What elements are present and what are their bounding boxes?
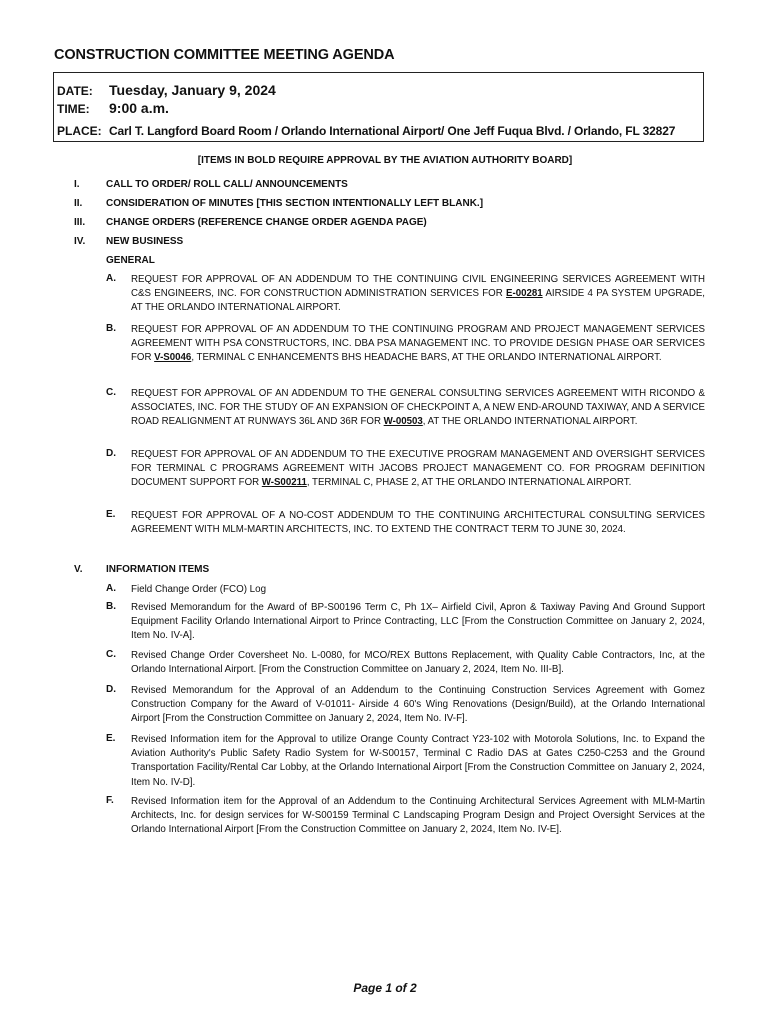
section-title: CALL TO ORDER/ ROLL CALL/ ANNOUNCEMENTS bbox=[106, 179, 348, 190]
document-title: CONSTRUCTION COMMITTEE MEETING AGENDA bbox=[54, 47, 395, 63]
item-letter: E. bbox=[106, 509, 116, 520]
item-text: REQUEST FOR APPROVAL OF AN ADDENDUM TO THE GENERAL CONSULTING SERVICES AGREEMENT WITH RICONDO & ASSOCIATES, INC. FOR THE STUDY OF AN EXPANSION OF CHECKPOINT A, A NEW END-AROUND TAXIWAY, AND A SERVICE ROAD REALIGNMENT AT RUNWAYS 36L AND 36R FOR W-00503, AT THE ORLANDO INTERNATIONAL AIRPORT. bbox=[131, 388, 705, 428]
project-code: W-00503 bbox=[383, 416, 423, 428]
section-number: IV. bbox=[74, 236, 86, 247]
item-text: REQUEST FOR APPROVAL OF AN ADDENDUM TO THE CONTINUING CIVIL ENGINEERING SERVICES AGREEMENT WITH C&S ENGINEERS, INC. FOR CONSTRUCTION ADMINISTRATION SERVICES FOR E-00281 AIRSIDE 4 PA SYSTEM UPGRADE, AT THE ORLANDO INTERNATIONAL AIRPORT. bbox=[131, 274, 705, 314]
time-label: TIME: bbox=[57, 102, 90, 116]
section-number: II. bbox=[74, 198, 83, 209]
item-letter: B. bbox=[106, 601, 116, 612]
item-letter: C. bbox=[106, 649, 116, 660]
item-letter: F. bbox=[106, 795, 114, 806]
item-letter: A. bbox=[106, 583, 116, 594]
section-title: CHANGE ORDERS (REFERENCE CHANGE ORDER AGENDA PAGE) bbox=[106, 217, 427, 228]
meeting-place-row bbox=[57, 122, 675, 140]
item-text: REQUEST FOR APPROVAL OF A NO-COST ADDENDUM TO THE CONTINUING ARCHITECTURAL CONSULTING SERVICES AGREEMENT WITH MLM-MARTIN ARCHITECTS, INC. TO EXTEND THE CONTRACT TERM TO JUNE 30, 2024. bbox=[131, 510, 705, 536]
item-letter: D. bbox=[106, 684, 116, 695]
project-code: E-00281 bbox=[506, 288, 543, 300]
item-text: Revised Information item for the Approval to utilize Orange County Contract Y23-102 with Motorola Solutions, Inc. to Expand the Aviation Authority's Public Safety Radio System for W-S00157, Terminal C Radio DAS at Gates C250-C253 and the Ground Transportation Facility/Rental Car Lobby, at the Orlando International Airport [From the Construction Committee on January 2, 2024, Item No. IV-D]. bbox=[131, 734, 705, 788]
item-letter: D. bbox=[106, 448, 116, 459]
meeting-details-box bbox=[53, 72, 704, 142]
meeting-date-row bbox=[57, 82, 276, 100]
project-code: W-S00211 bbox=[261, 477, 307, 489]
time-value: 9:00 a.m. bbox=[109, 100, 169, 116]
date-label: DATE: bbox=[57, 84, 93, 98]
meeting-time-row bbox=[57, 100, 169, 118]
item-letter: B. bbox=[106, 323, 116, 334]
general-subheading: GENERAL bbox=[106, 255, 155, 266]
item-text: Revised Memorandum for the Award of BP-S00196 Term C, Ph 1X– Airfield Civil, Apron & Taxiway Paving And Ground Support Equipment Facility Orlando International Airport to Prince Contracting, LLC [From the Construction Committee on January 2, 2024, Item No. IV-A]. bbox=[131, 602, 705, 642]
place-value: Carl T. Langford Board Room / Orlando International Airport/ One Jeff Fuqua Blvd. / Orlando, FL 32827 bbox=[109, 124, 676, 138]
item-text: REQUEST FOR APPROVAL OF AN ADDENDUM TO THE EXECUTIVE PROGRAM MANAGEMENT AND OVERSIGHT SERVICES FOR TERMINAL C PROGRAMS AGREEMENT WITH JACOBS PROJECT MANAGEMENT CO. FOR PROGRAM DEFINITION DOCUMENT SUPPORT FOR W-S00211, TERMINAL C, PHASE 2, AT THE ORLANDO INTERNATIONAL AIRPORT. bbox=[131, 449, 705, 489]
section-number: I. bbox=[74, 179, 80, 190]
item-text: REQUEST FOR APPROVAL OF AN ADDENDUM TO THE CONTINUING PROGRAM AND PROJECT MANAGEMENT SERVICES AGREEMENT WITH PSA CONSTRUCTORS, INC. DBA PSA MANAGEMENT INC. TO PROVIDE DESIGN PHASE OAR SERVICES FOR V-S0046, TERMINAL C ENHANCEMENTS BHS HEADACHE BARS, AT THE ORLANDO INTERNATIONAL AIRPORT. bbox=[131, 324, 705, 364]
item-text: Revised Change Order Coversheet No. L-0080, for MCO/REX Buttons Replacement, with Quality Cable Contractors, Inc, at the Orlando International Airport. [From the Construction Committee on January 2, 2024, Item No. III-B]. bbox=[131, 650, 705, 676]
approval-note: [ITEMS IN BOLD REQUIRE APPROVAL BY THE AVIATION AUTHORITY BOARD] bbox=[197, 155, 573, 166]
section-number: V. bbox=[74, 564, 83, 575]
place-label: PLACE: bbox=[57, 124, 102, 138]
item-text: Field Change Order (FCO) Log bbox=[131, 584, 267, 595]
section-number: III. bbox=[74, 217, 86, 228]
project-code: V-S0046 bbox=[154, 352, 192, 364]
item-text: Revised Information item for the Approval of an Addendum to the Continuing Architectural Services Agreement with MLM-Martin Architects, Inc. for design services for W-S00159 Terminal C Landscaping Program Design and Project Oversight Services at the Orlando International Airport [From the Construction Committee on January 2, 2024, Item No. IV-E]. bbox=[131, 796, 705, 836]
item-letter: A. bbox=[106, 273, 116, 284]
item-text: Revised Memorandum for the Approval of an Addendum to the Continuing Construction Services Agreement with Gomez Construction Company for the Award of V-01011- Airside 4 60's Wing Renovations (Design/Build), at the Orlando International Airport [From the Construction Committee on January 2, 2024, Item No. IV-F]. bbox=[131, 685, 705, 725]
item-letter: C. bbox=[106, 387, 116, 398]
page-number: Page 1 of 2 bbox=[353, 981, 417, 995]
section-title: NEW BUSINESS bbox=[106, 236, 184, 247]
section-title: INFORMATION ITEMS bbox=[106, 564, 210, 575]
item-letter: E. bbox=[106, 733, 116, 744]
section-title: CONSIDERATION OF MINUTES [THIS SECTION INTENTIONALLY LEFT BLANK.] bbox=[106, 198, 484, 209]
date-value: Tuesday, January 9, 2024 bbox=[109, 82, 276, 98]
